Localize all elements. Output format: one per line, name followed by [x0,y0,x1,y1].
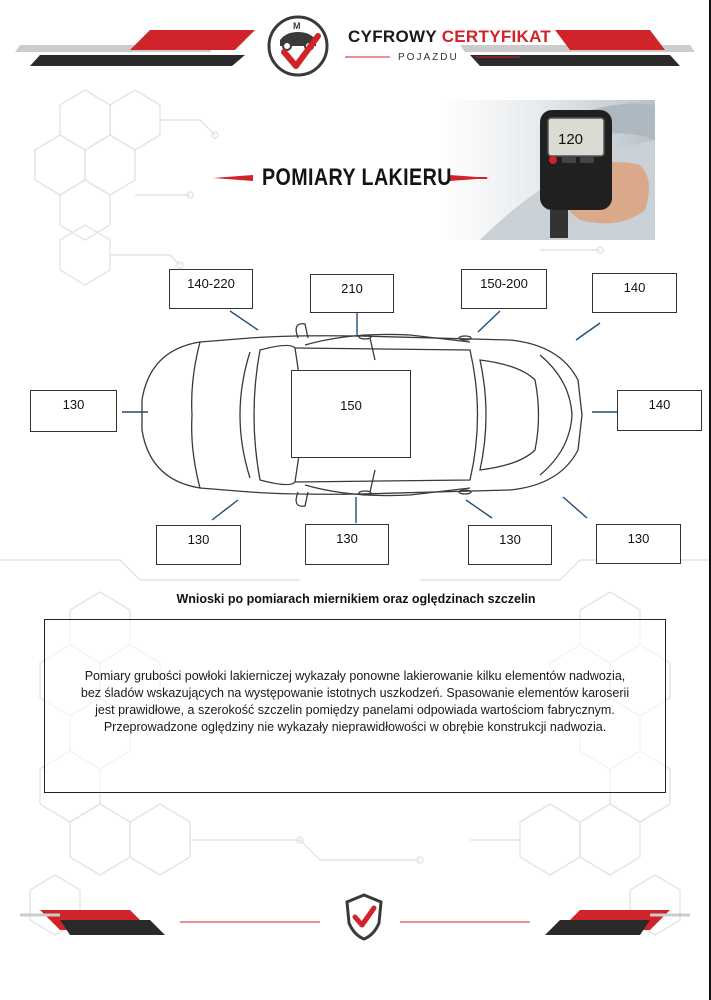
measurement-roof: 150 [291,370,411,458]
footer-shield-check-icon [344,893,384,941]
measurement-left-rear-door: 150-200 [461,269,547,309]
measurement-left-front-door: 210 [310,274,394,313]
brand-subtitle: POJAZDU [398,52,459,63]
section-title: POMIARY LAKIERU [262,164,452,191]
measurement-hood: 130 [30,390,117,432]
measurement-right-front-fender: 130 [156,525,241,565]
gauge-display-value: 120 [558,131,584,148]
conclusions-line: jest prawidłowe, a szerokość szczelin pomiędzy panelami odpowiada wartościom fabrycznym. [95,703,615,717]
measurement-trunk: 140 [617,390,702,431]
conclusions-line: Pomiary grubości powłoki lakierniczej wykazały ponowne lakierowanie kilku elementów nadwozia, [84,669,626,683]
measurement-left-rear-fender: 140 [592,273,677,313]
brand-word-1: CYFROWY [348,27,437,46]
measurement-right-rear-fender: 130 [596,524,681,564]
svg-text:M: M [293,21,301,31]
brand-word-2: CERTYFIKAT [441,27,552,46]
measurement-right-front-door: 130 [305,524,389,565]
measurement-right-rear-door: 130 [468,525,552,565]
conclusions-line: Przeprowadzone oględziny nie wykazały nieprawidłowości w obrębie konstrukcji nadwozia. [103,720,607,734]
measurement-front-left-fender: 140-220 [169,269,253,309]
conclusions-line: bez śladów wskazujących na występowanie istotnych uszkodzeń. Spasowanie elementów karoserii [80,686,630,700]
conclusions-text [55,668,655,736]
conclusions-title: Wnioski po pomiarach miernikiem oraz oględzinach szczelin [176,592,536,606]
conclusions-box [44,619,666,793]
